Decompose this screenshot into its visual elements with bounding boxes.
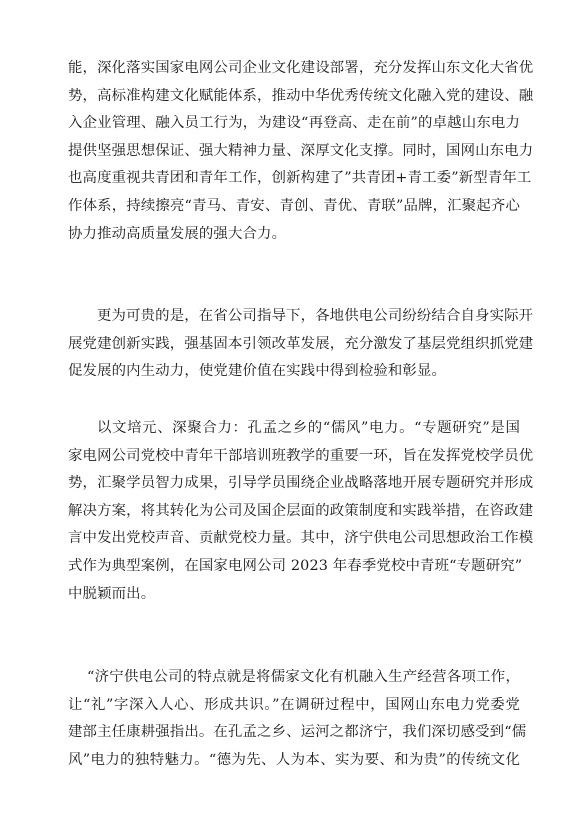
text-line: 让“礼”字深入人心、形成共识。”在调研过程中，国网山东电力党委党 [68,696,520,713]
text-line: 言中发出党校声音、贡献党校力量。其中，济宁供电公司思想政治工作模 [68,530,534,547]
text-line: 作体系，持续擦亮“青马、青安、青创、青优、青联”品牌，汇聚起齐心 [68,197,520,214]
paragraph-local-practice [68,303,534,386]
text-line: 协力推动高质量发展的强大合力。 [68,225,287,242]
text-line: 也高度重视共青团和青年工作，创新构建了”共青团+青工委”新型青年工 [68,170,532,187]
text-line: 中脱颖而出。 [68,585,156,602]
text-line: 以文培元、深聚合力：孔孟之乡的“儒风”电力。“专题研究”是国 [97,420,520,436]
text-line: “济宁供电公司的特点就是将儒家文化有机融入生产经营各项工作， [87,669,520,685]
text-line: 建部主任康耕强指出。在孔孟之乡、运河之都济宁，我们深切感受到“儒 [68,724,527,741]
paragraph-culture-empowerment [68,55,534,248]
text-line: 能，深化落实国家电网公司企业文化建设部署，充分发挥山东文化大省优 [68,60,534,76]
text-line: 势，汇聚学员智力成果，引导学员围绕企业战略落地开展专题研究并形成 [68,475,534,492]
paragraph-special-research [68,415,534,608]
text-line: 入企业管理、融入员工行为，为建设“再登高、走在前”的卓越山东电力 [68,115,520,132]
text-line: 风”电力的独特魅力。“德为先、人为本、实为要、和为贵”的传统文化 [68,751,520,768]
text-line: 家电网公司党校中青年干部培训班教学的重要一环，旨在发挥党校学员优 [68,447,534,464]
text-line: 展党建创新实践，强基固本引领改革发展，充分激发了基层党组织抓党建 [68,335,534,352]
text-line: 促发展的内生动力，使党建价值在实践中得到检验和彰显。 [68,363,447,380]
text-line: 提供坚强思想保证、强大精神力量、深厚文化支撑。同时，国网山东电力 [68,142,534,159]
text-line: 解决方案，将其转化为公司及国企层面的政策制度和实践举措，在咨政建 [68,502,534,519]
text-line: 势，高标准构建文化赋能体系，推动中华优秀传统文化融入党的建设、融 [68,87,534,104]
paragraph-jining-quote [68,664,527,774]
text-line: 式作为典型案例，在国家电网公司 2023 年春季党校中青班“专题研究” [68,557,523,574]
text-line: 更为可贵的是，在省公司指导下，各地供电公司纷纷结合自身实际开 [97,308,534,324]
